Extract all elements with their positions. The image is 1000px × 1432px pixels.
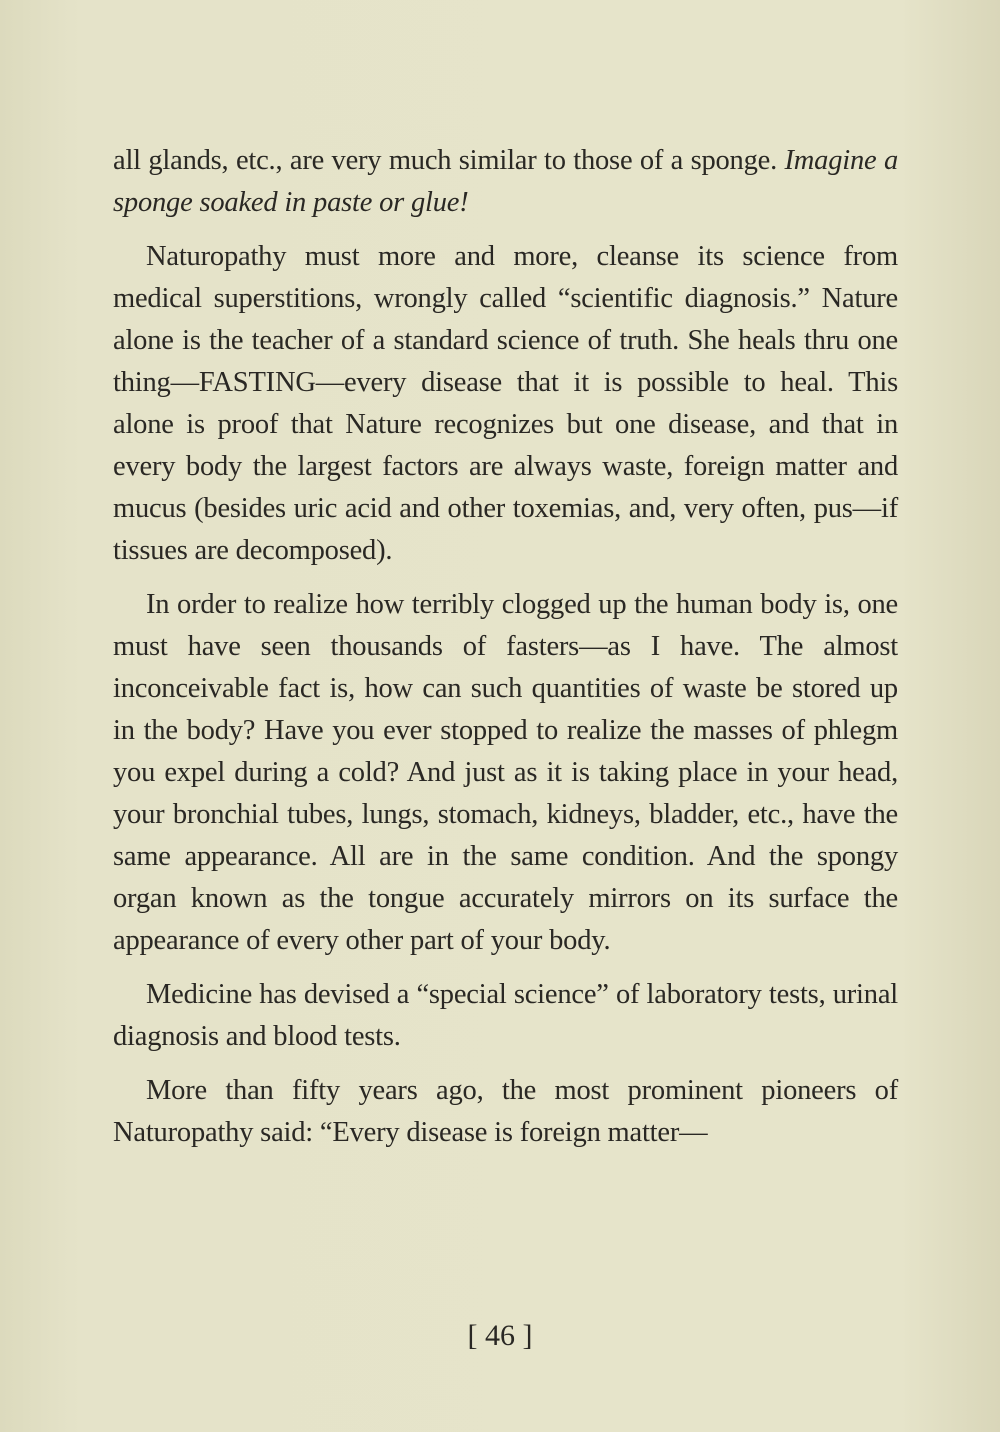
paragraph-1-italic-text: Imagine a sponge soaked in paste or glue! [113,145,899,218]
paragraph-1 [113,140,898,224]
paragraph-1-text: all glands, etc., are very much similar to those of a sponge. [113,145,785,176]
paragraph-5: More than fifty years ago, the most prominent pioneers of Naturopathy said: “Every disease is foreign matter— [113,1075,898,1148]
paragraph-3: In order to realize how terribly clogged up the human body is, one must have seen thousands of fasters—as I have. The almost inconceivable fact is, how can such quantities of waste be stored up in the body? Have you ever stopped to realize the masses of phlegm you expel during a cold? And just as it is taking place in your head, your bronchial tubes, lungs, stomach, kidneys, bladder, etc., have the same appearance. All are in the same condition. And the spongy organ known as the tongue accurately mirrors on its surface the appearance of every other part of your body. [113,589,898,956]
paragraph-2: Naturopathy must more and more, cleanse its science from medical superstitions, wrongly called “scientific diagnosis.” Nature alone is the teacher of a standard science of truth. She heals thru one thing—FASTING—every disease that it is possible to heal. This alone is proof that Nature recognizes but one disease, and that in every body the largest factors are always waste, foreign matter and mucus (besides uric acid and other toxemias, and, very often, pus—if tissues are decomposed). [113,241,898,566]
body-text [113,140,898,1154]
page-number: [ 46 ] [467,1319,533,1352]
paragraph-4: Medicine has devised a “special science” of laboratory tests, urinal diagnosis and blood tests. [113,979,898,1052]
